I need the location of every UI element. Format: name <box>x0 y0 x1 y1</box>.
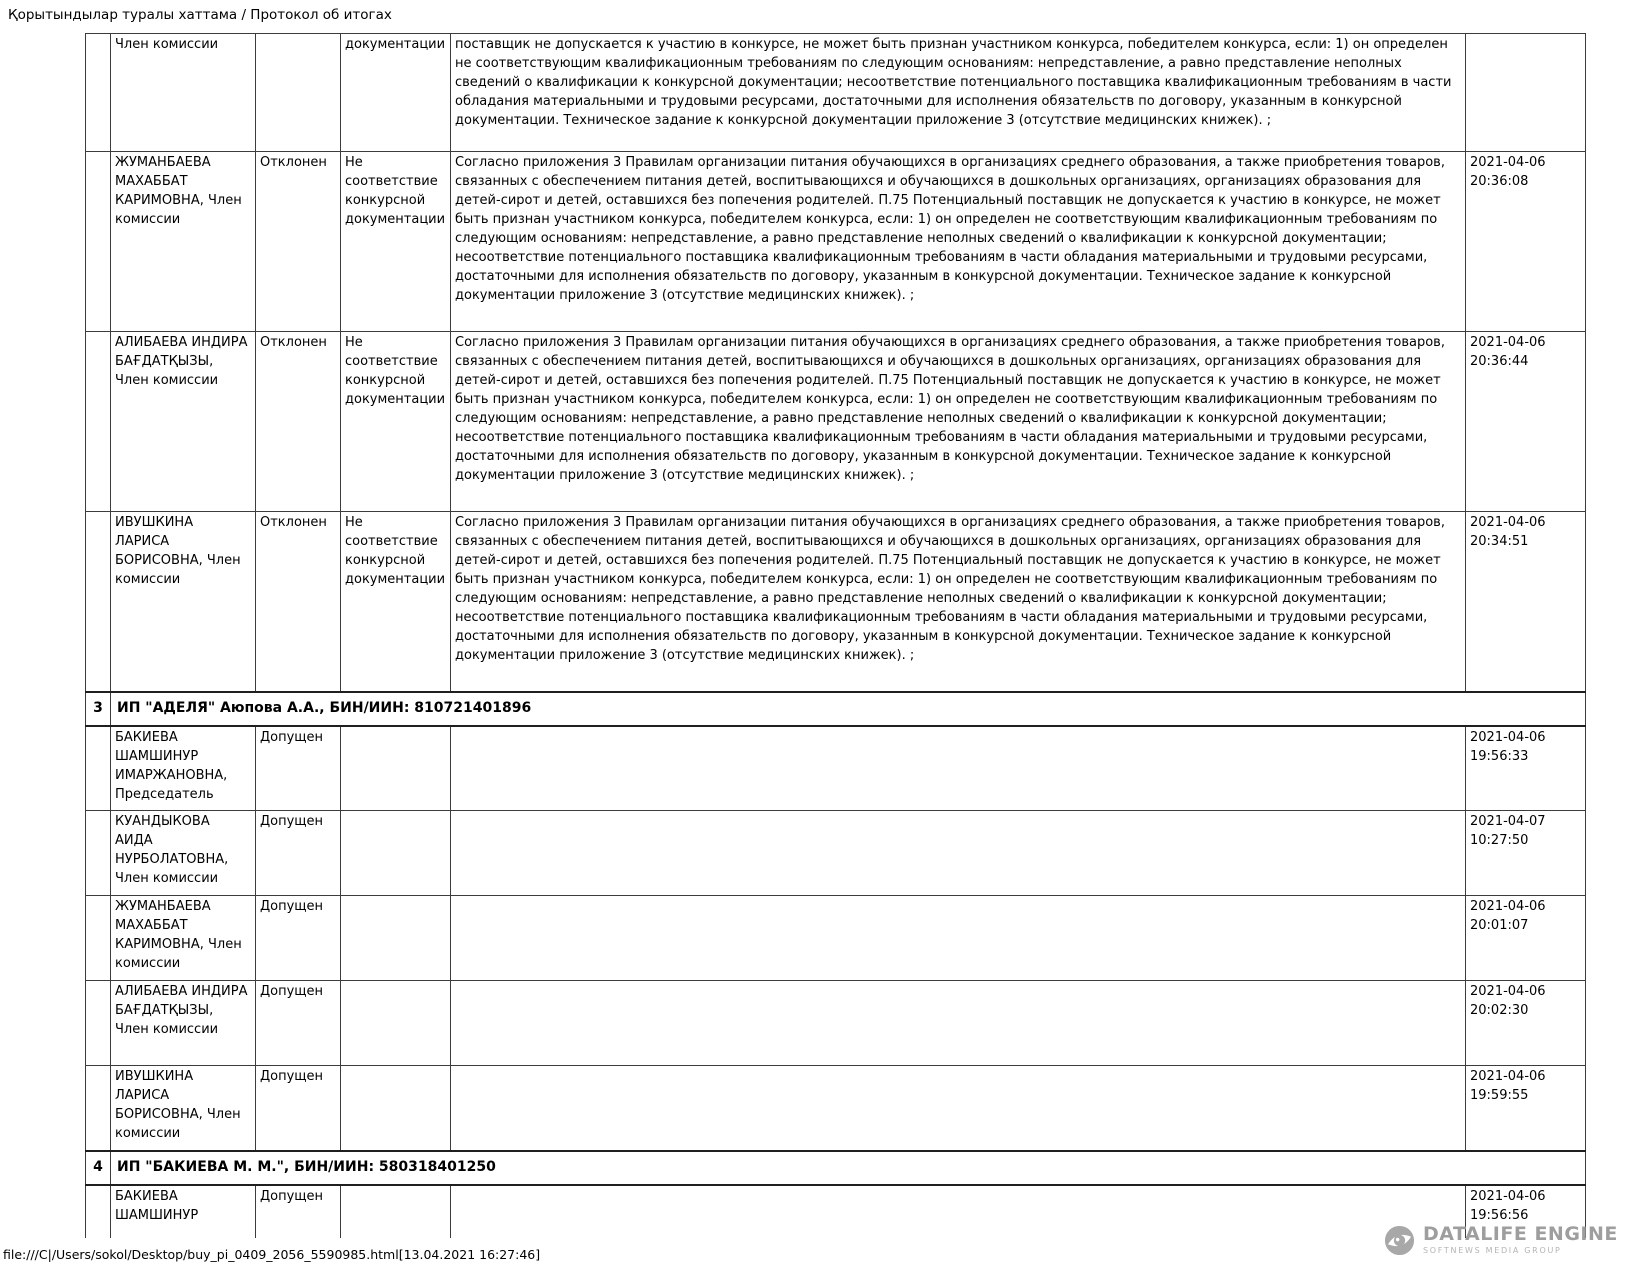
member-name-cell: БАКИЕВА ШАМШИНУР ИМАРЖАНОВНА, Председатель <box>111 726 256 811</box>
justification-text-cell: Согласно приложения 3 Правилам организации питания обучающихся в организациях среднего образования, а также приобретения товаров, связанных с обеспечением питания детей, воспитывающихся и обучающихся в дошкольных организациях, организациях образования для детей-сирот и детей, оставшихся без попечения родителей. П.75 Потенциальный поставщик не допускается к участию в конкурсе, не может быть признан участником конкурса, победителем конкурса, если: 1) он определен не соответствующим квалификационным требованиям по следующим основаниям: непредставление, а равно представление неполных сведений о квалификации к конкурсной документации; несоответствие потенциального поставщика квалификационным требованиям в части обладания материальными и трудовыми ресурсами, достаточными для исполнения обязательств по договору, указанным в конкурсной документации. Техническое задание к конкурсной документации приложение 3 (отсутствие медицинских книжек). ; <box>451 512 1466 692</box>
commission-member-row <box>86 332 1586 512</box>
timestamp-cell: 2021-04-06 20:01:07 <box>1466 896 1586 981</box>
supplier-title-cell: ИП "АДЕЛЯ" Аюпова А.А., БИН/ИИН: 810721401896 <box>111 692 1586 726</box>
justification-text-cell: поставщик не допускается к участию в конкурсе, не может быть признан участником конкурса, победителем конкурса, если: 1) он определен не соответствующим квалификационным требованиям по следующим основаниям: непредставление, а равно представление неполных сведений о квалификации к конкурсной документации; несоответствие потенциального поставщика квалификационным требованиям в части обладания материальными и трудовыми ресурсами, достаточными для исполнения обязательств по договору, указанным в конкурсной документации. Техническое задание к конкурсной документации приложение 3 (отсутствие медицинских книжек). ; <box>451 34 1466 152</box>
logo-title: DATALIFE ENGINE <box>1423 1223 1618 1245</box>
row-number-cell <box>86 152 111 332</box>
justification-text-cell: Согласно приложения 3 Правилам организации питания обучающихся в организациях среднего образования, а также приобретения товаров, связанных с обеспечением питания детей, воспитывающихся и обучающихся в дошкольных организациях, организациях образования для детей-сирот и детей, оставшихся без попечения родителей. П.75 Потенциальный поставщик не допускается к участию в конкурсе, не может быть признан участником конкурса, победителем конкурса, если: 1) он определен не соответствующим квалификационным требованиям по следующим основаниям: непредставление, а равно представление неполных сведений о квалификации к конкурсной документации; несоответствие потенциального поставщика квалификационным требованиям в части обладания материальными и трудовыми ресурсами, достаточными для исполнения обязательств по договору, указанным в конкурсной документации. Техническое задание к конкурсной документации приложение 3 (отсутствие медицинских книжек). ; <box>451 332 1466 512</box>
commission-member-row <box>86 811 1586 896</box>
row-number-cell: 4 <box>86 1151 111 1185</box>
results-table-container <box>85 33 1587 1238</box>
status-cell: Допущен <box>256 896 341 981</box>
row-number-cell <box>86 1066 111 1151</box>
row-number-cell <box>86 512 111 692</box>
status-cell: Допущен <box>256 981 341 1066</box>
member-name-cell: БАКИЕВА ШАМШИНУР <box>111 1185 256 1239</box>
timestamp-cell: 2021-04-06 19:59:55 <box>1466 1066 1586 1151</box>
member-name-cell: АЛИБАЕВА ИНДИРА БАҒДАТҚЫЗЫ, Член комиссии <box>111 981 256 1066</box>
status-cell: Допущен <box>256 1185 341 1239</box>
member-name-cell: ЖУМАНБАЕВА МАХАББАТ КАРИМОВНА, Член комиссии <box>111 896 256 981</box>
status-cell <box>256 34 341 152</box>
justification-text-cell <box>451 726 1466 811</box>
member-name-cell: ЖУМАНБАЕВА МАХАББАТ КАРИМОВНА, Член комиссии <box>111 152 256 332</box>
commission-member-row <box>86 1066 1586 1151</box>
timestamp-cell: 2021-04-06 20:34:51 <box>1466 512 1586 692</box>
protocol-results-table <box>85 33 1586 1238</box>
supplier-section-row <box>86 692 1586 726</box>
row-number-cell <box>86 34 111 152</box>
status-cell: Допущен <box>256 726 341 811</box>
row-number-cell <box>86 811 111 896</box>
timestamp-cell: 2021-04-06 19:56:56 <box>1466 1185 1586 1239</box>
commission-member-row <box>86 152 1586 332</box>
commission-member-row <box>86 34 1586 152</box>
member-name-cell: КУАНДЫКОВА АИДА НУРБОЛАТОВНА, Член комиссии <box>111 811 256 896</box>
row-number-cell <box>86 981 111 1066</box>
member-name-cell: Член комиссии <box>111 34 256 152</box>
supplier-section-row <box>86 1151 1586 1185</box>
rejection-reason-cell <box>341 811 451 896</box>
member-name-cell: ИВУШКИНА ЛАРИСА БОРИСОВНА, Член комиссии <box>111 512 256 692</box>
row-number-cell <box>86 896 111 981</box>
justification-text-cell <box>451 896 1466 981</box>
row-number-cell <box>86 726 111 811</box>
status-cell: Отклонен <box>256 332 341 512</box>
commission-member-row <box>86 726 1586 811</box>
datalife-logo-text <box>1423 1224 1618 1255</box>
commission-member-row <box>86 981 1586 1066</box>
justification-text-cell <box>451 811 1466 896</box>
datalife-eye-icon <box>1383 1224 1416 1261</box>
status-cell: Отклонен <box>256 152 341 332</box>
rejection-reason-cell <box>341 981 451 1066</box>
rejection-reason-cell: Не соответствие конкурсной документации <box>341 152 451 332</box>
rejection-reason-cell <box>341 1185 451 1239</box>
rejection-reason-cell: Не соответствие конкурсной документации <box>341 512 451 692</box>
page-title: Қорытындылар туралы хаттама / Протокол об итогах <box>8 7 392 23</box>
commission-member-row <box>86 896 1586 981</box>
status-cell: Допущен <box>256 811 341 896</box>
row-number-cell <box>86 1185 111 1239</box>
timestamp-cell: 2021-04-06 20:36:08 <box>1466 152 1586 332</box>
commission-member-row <box>86 1185 1586 1239</box>
timestamp-cell: 2021-04-07 10:27:50 <box>1466 811 1586 896</box>
justification-text-cell: Согласно приложения 3 Правилам организации питания обучающихся в организациях среднего образования, а также приобретения товаров, связанных с обеспечением питания детей, воспитывающихся и обучающихся в дошкольных организациях, организациях образования для детей-сирот и детей, оставшихся без попечения родителей. П.75 Потенциальный поставщик не допускается к участию в конкурсе, не может быть признан участником конкурса, победителем конкурса, если: 1) он определен не соответствующим квалификационным требованиям по следующим основаниям: непредставление, а равно представление неполных сведений о квалификации к конкурсной документации; несоответствие потенциального поставщика квалификационным требованиям в части обладания материальными и трудовыми ресурсами, достаточными для исполнения обязательств по договору, указанным в конкурсной документации. Техническое задание к конкурсной документации приложение 3 (отсутствие медицинских книжек). ; <box>451 152 1466 332</box>
row-number-cell <box>86 332 111 512</box>
status-cell: Отклонен <box>256 512 341 692</box>
logo-subtitle: SOFTNEWS MEDIA GROUP <box>1423 1246 1562 1255</box>
member-name-cell: ИВУШКИНА ЛАРИСА БОРИСОВНА, Член комиссии <box>111 1066 256 1151</box>
datalife-engine-logo <box>1383 1224 1618 1261</box>
rejection-reason-cell: Не соответствие конкурсной документации <box>341 332 451 512</box>
status-cell: Допущен <box>256 1066 341 1151</box>
timestamp-cell: 2021-04-06 19:56:33 <box>1466 726 1586 811</box>
rejection-reason-cell <box>341 896 451 981</box>
timestamp-cell: 2021-04-06 20:02:30 <box>1466 981 1586 1066</box>
timestamp-cell: 2021-04-06 20:36:44 <box>1466 332 1586 512</box>
rejection-reason-cell <box>341 1066 451 1151</box>
commission-member-row <box>86 512 1586 692</box>
justification-text-cell <box>451 981 1466 1066</box>
justification-text-cell <box>451 1066 1466 1151</box>
timestamp-cell <box>1466 34 1586 152</box>
row-number-cell: 3 <box>86 692 111 726</box>
rejection-reason-cell: документации <box>341 34 451 152</box>
rejection-reason-cell <box>341 726 451 811</box>
supplier-title-cell: ИП "БАКИЕВА М. М.", БИН/ИИН: 580318401250 <box>111 1151 1586 1185</box>
file-path-footer: file:///C|/Users/sokol/Desktop/buy_pi_0409_2056_5590985.html[13.04.2021 16:27:46] <box>3 1247 541 1262</box>
member-name-cell: АЛИБАЕВА ИНДИРА БАҒДАТҚЫЗЫ, Член комиссии <box>111 332 256 512</box>
justification-text-cell <box>451 1185 1466 1239</box>
